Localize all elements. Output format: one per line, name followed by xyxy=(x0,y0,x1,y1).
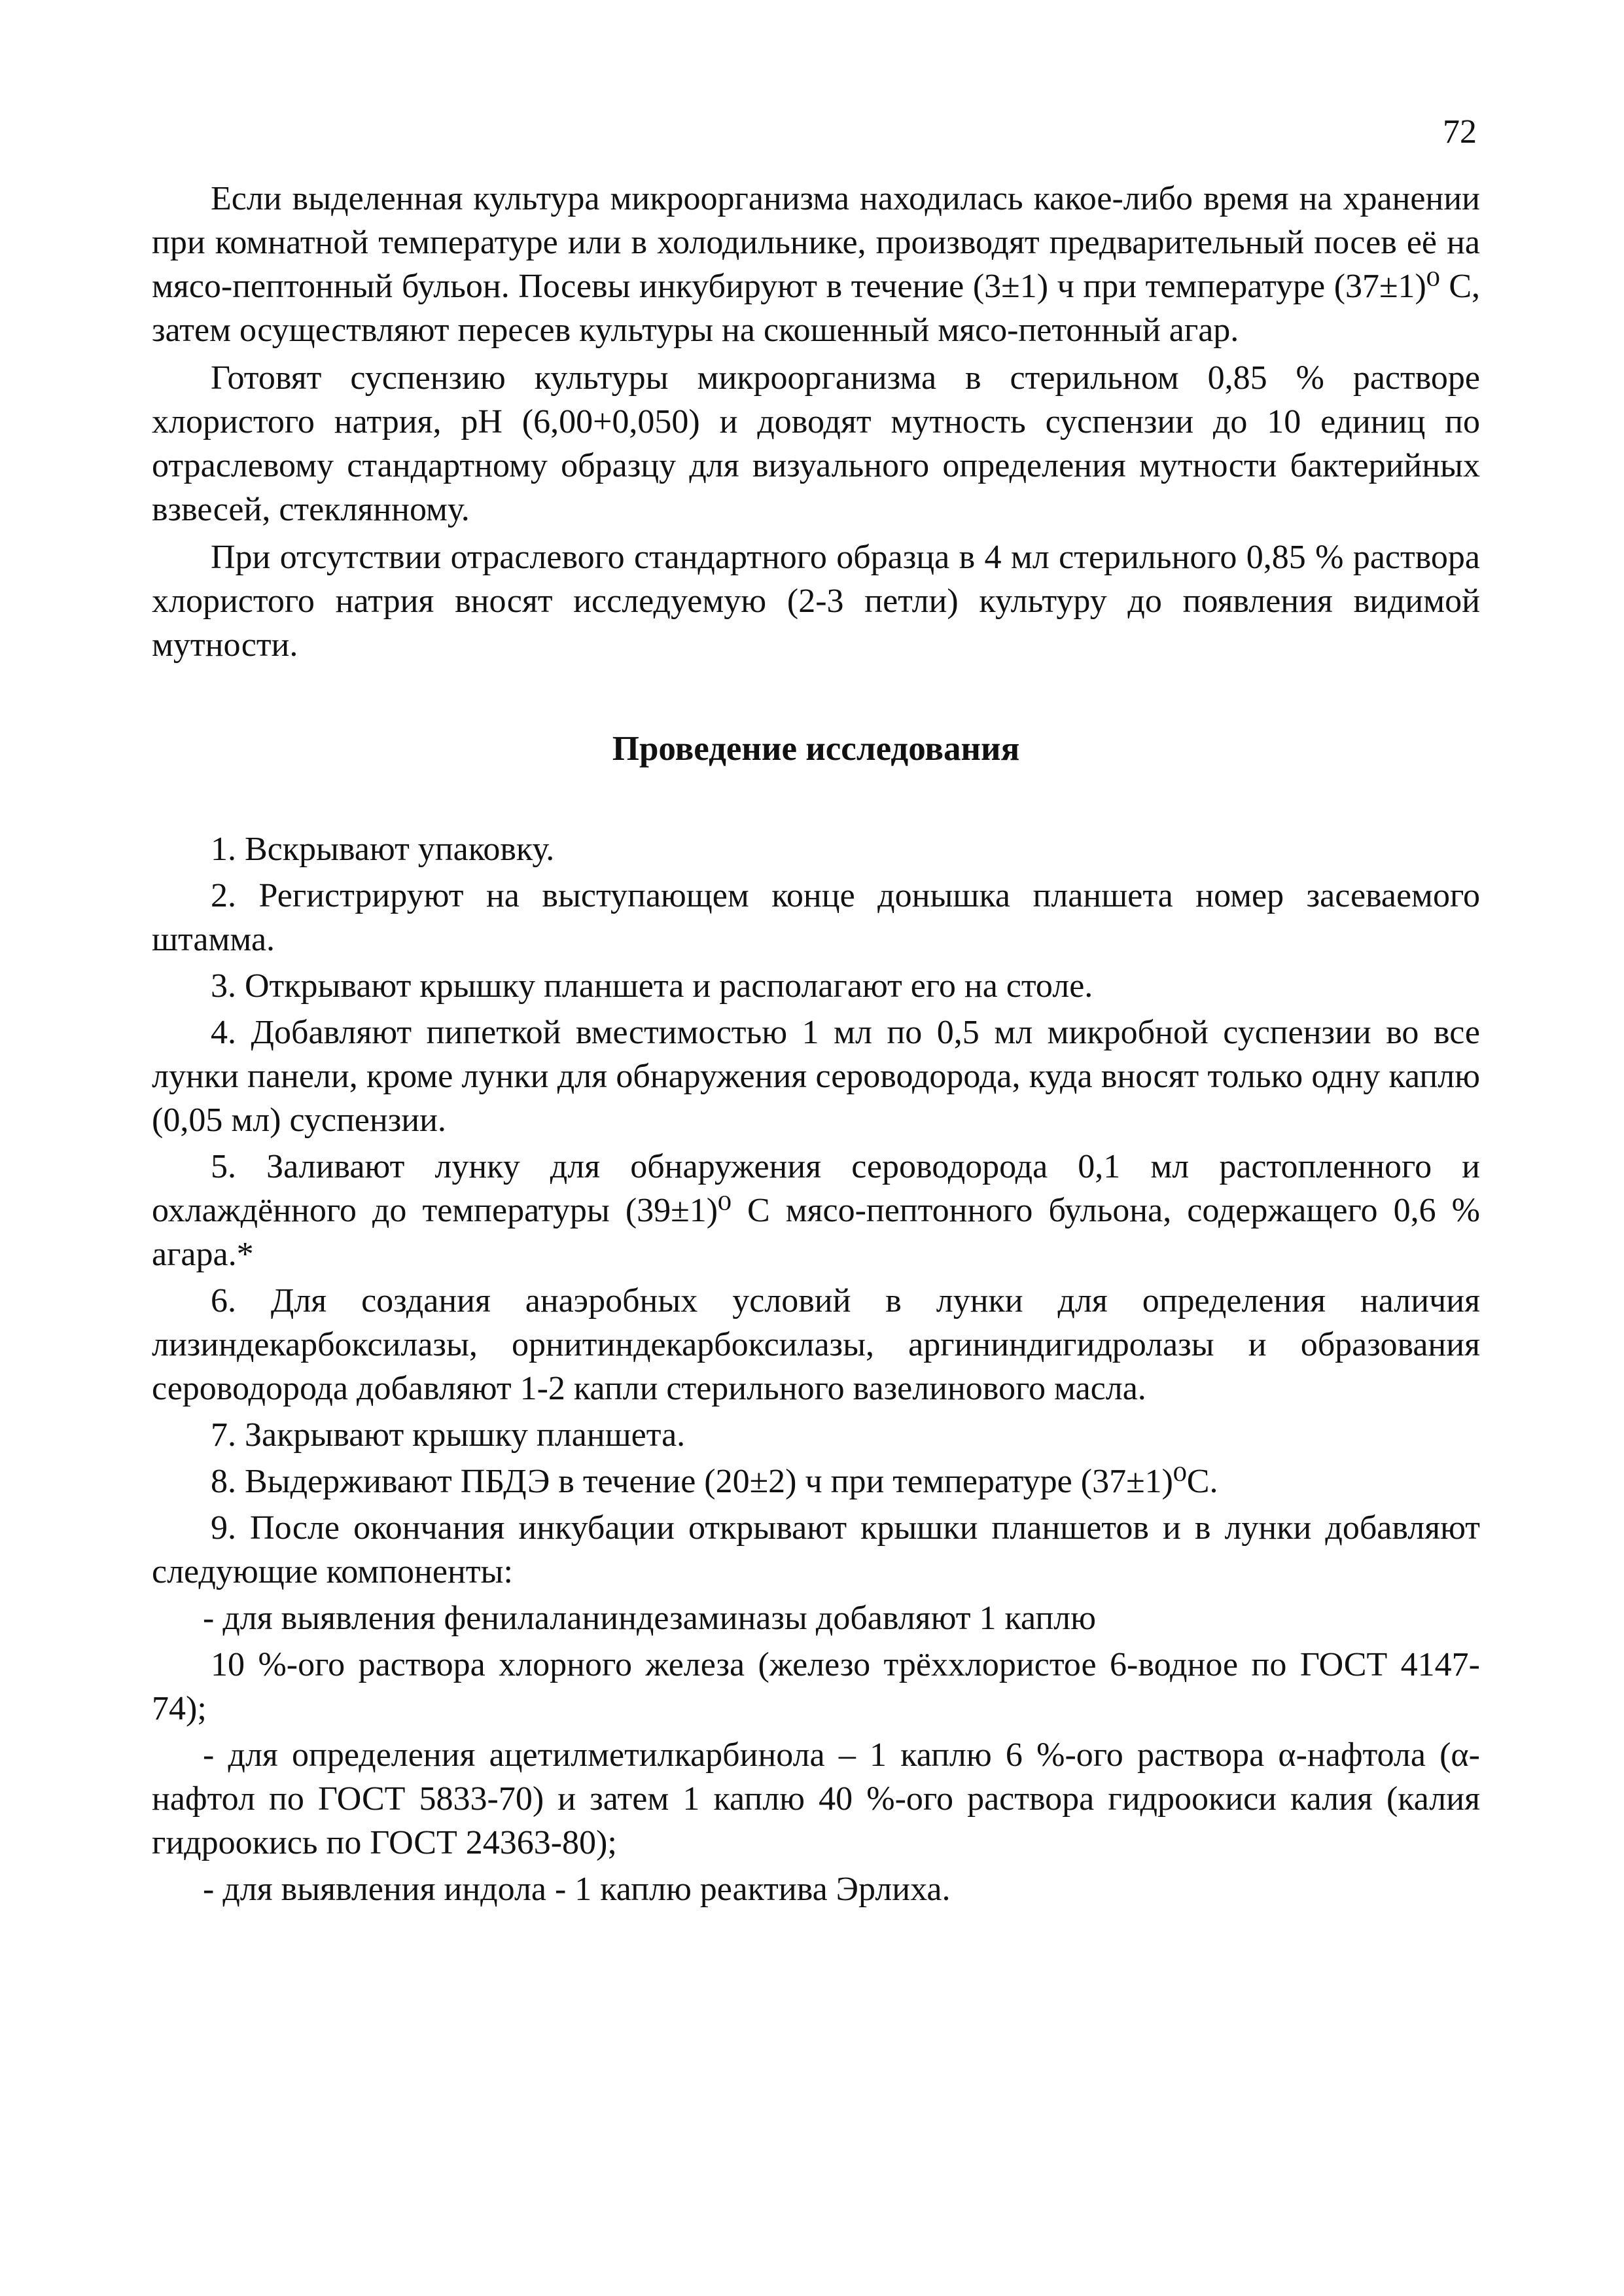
addition-ferric-chloride: 10 %-ого раствора хлорного железа (железо трёххлористое 6-водное по ГОСТ 4147-74); xyxy=(152,1646,1480,1727)
intro-paragraph-1: Если выделенная культура микроорганизма находилась какое-либо время на хранении при комнатной температуре или в холодильнике, производят предварительный посев её на мясо-пептонный бульон. Посевы инкубируют в течение (3±1) ч при температуре (37±1)⁰ С, затем осуществляют пересев культуры на скошенный мясо-петонный агар. xyxy=(152,180,1480,349)
step-9: 9. После окончания инкубации открывают крышки планшетов и в лунки добавляют следующие компоненты: xyxy=(152,1509,1480,1590)
page-number: 72 xyxy=(1443,113,1477,151)
addition-acetylmethylcarbinol: - для определения ацетилметилкарбинола – 1 каплю 6 %-ого раствора α-нафтола (α-нафтол по ГОСТ 5833-70) и затем 1 каплю 40 %-ого раствора гидроокиси калия (калия гидроокись по ГОСТ 24363-80); xyxy=(152,1736,1480,1861)
addition-indole: - для выявления индола - 1 каплю реактива Эрлиха. xyxy=(203,1871,951,1908)
intro-paragraph-2: Готовят суспензию культуры микроорганизма в стерильном 0,85 % растворе хлористого натрия, pH (6,00+0,050) и доводят мутность суспензии до 10 единиц по отраслевому стандартному образцу для визуального определения мутности бактерийных взвесей, стеклянному. xyxy=(152,359,1480,528)
addition-phenylalanine: - для выявления фенилаланиндезаминазы добавляют 1 каплю xyxy=(203,1600,1096,1637)
step-8: 8. Выдерживают ПБДЭ в течение (20±2) ч при температуре (37±1)⁰С. xyxy=(211,1463,1218,1500)
document-body xyxy=(152,177,1480,1914)
step-1: 1. Вскрывают упаковку. xyxy=(211,831,555,868)
section-heading: Проведение исследования xyxy=(612,730,1020,768)
step-6: 6. Для создания анаэробных условий в лунки для определения наличия лизиндекарбоксилазы, орнитиндекарбоксилазы, аргининдигидролазы и образования сероводорода добавляют 1-2 капли стерильного вазелинового масла. xyxy=(152,1282,1480,1407)
step-5: 5. Заливают лунку для обнаружения сероводорода 0,1 мл растопленного и охлаждённого до температуры (39±1)⁰ С мясо-пептонного бульона, содержащего 0,6 % агара.* xyxy=(152,1148,1480,1273)
step-3: 3. Открывают крышку планшета и располагают его на столе. xyxy=(211,967,1093,1005)
step-2: 2. Регистрируют на выступающем конце донышка планшета номер засеваемого штамма. xyxy=(152,877,1480,958)
step-7: 7. Закрывают крышку планшета. xyxy=(211,1416,686,1454)
step-4: 4. Добавляют пипеткой вместимостью 1 мл по 0,5 мл микробной суспензии во все лунки панели, кроме лунки для обнаружения сероводорода, куда вносят только одну каплю (0,05 мл) суспензии. xyxy=(152,1014,1480,1139)
intro-paragraph-3: При отсутствии отраслевого стандартного образца в 4 мл стерильного 0,85 % раствора хлористого натрия вносят исследуемую (2-3 петли) культуру до появления видимой мутности. xyxy=(152,539,1480,664)
